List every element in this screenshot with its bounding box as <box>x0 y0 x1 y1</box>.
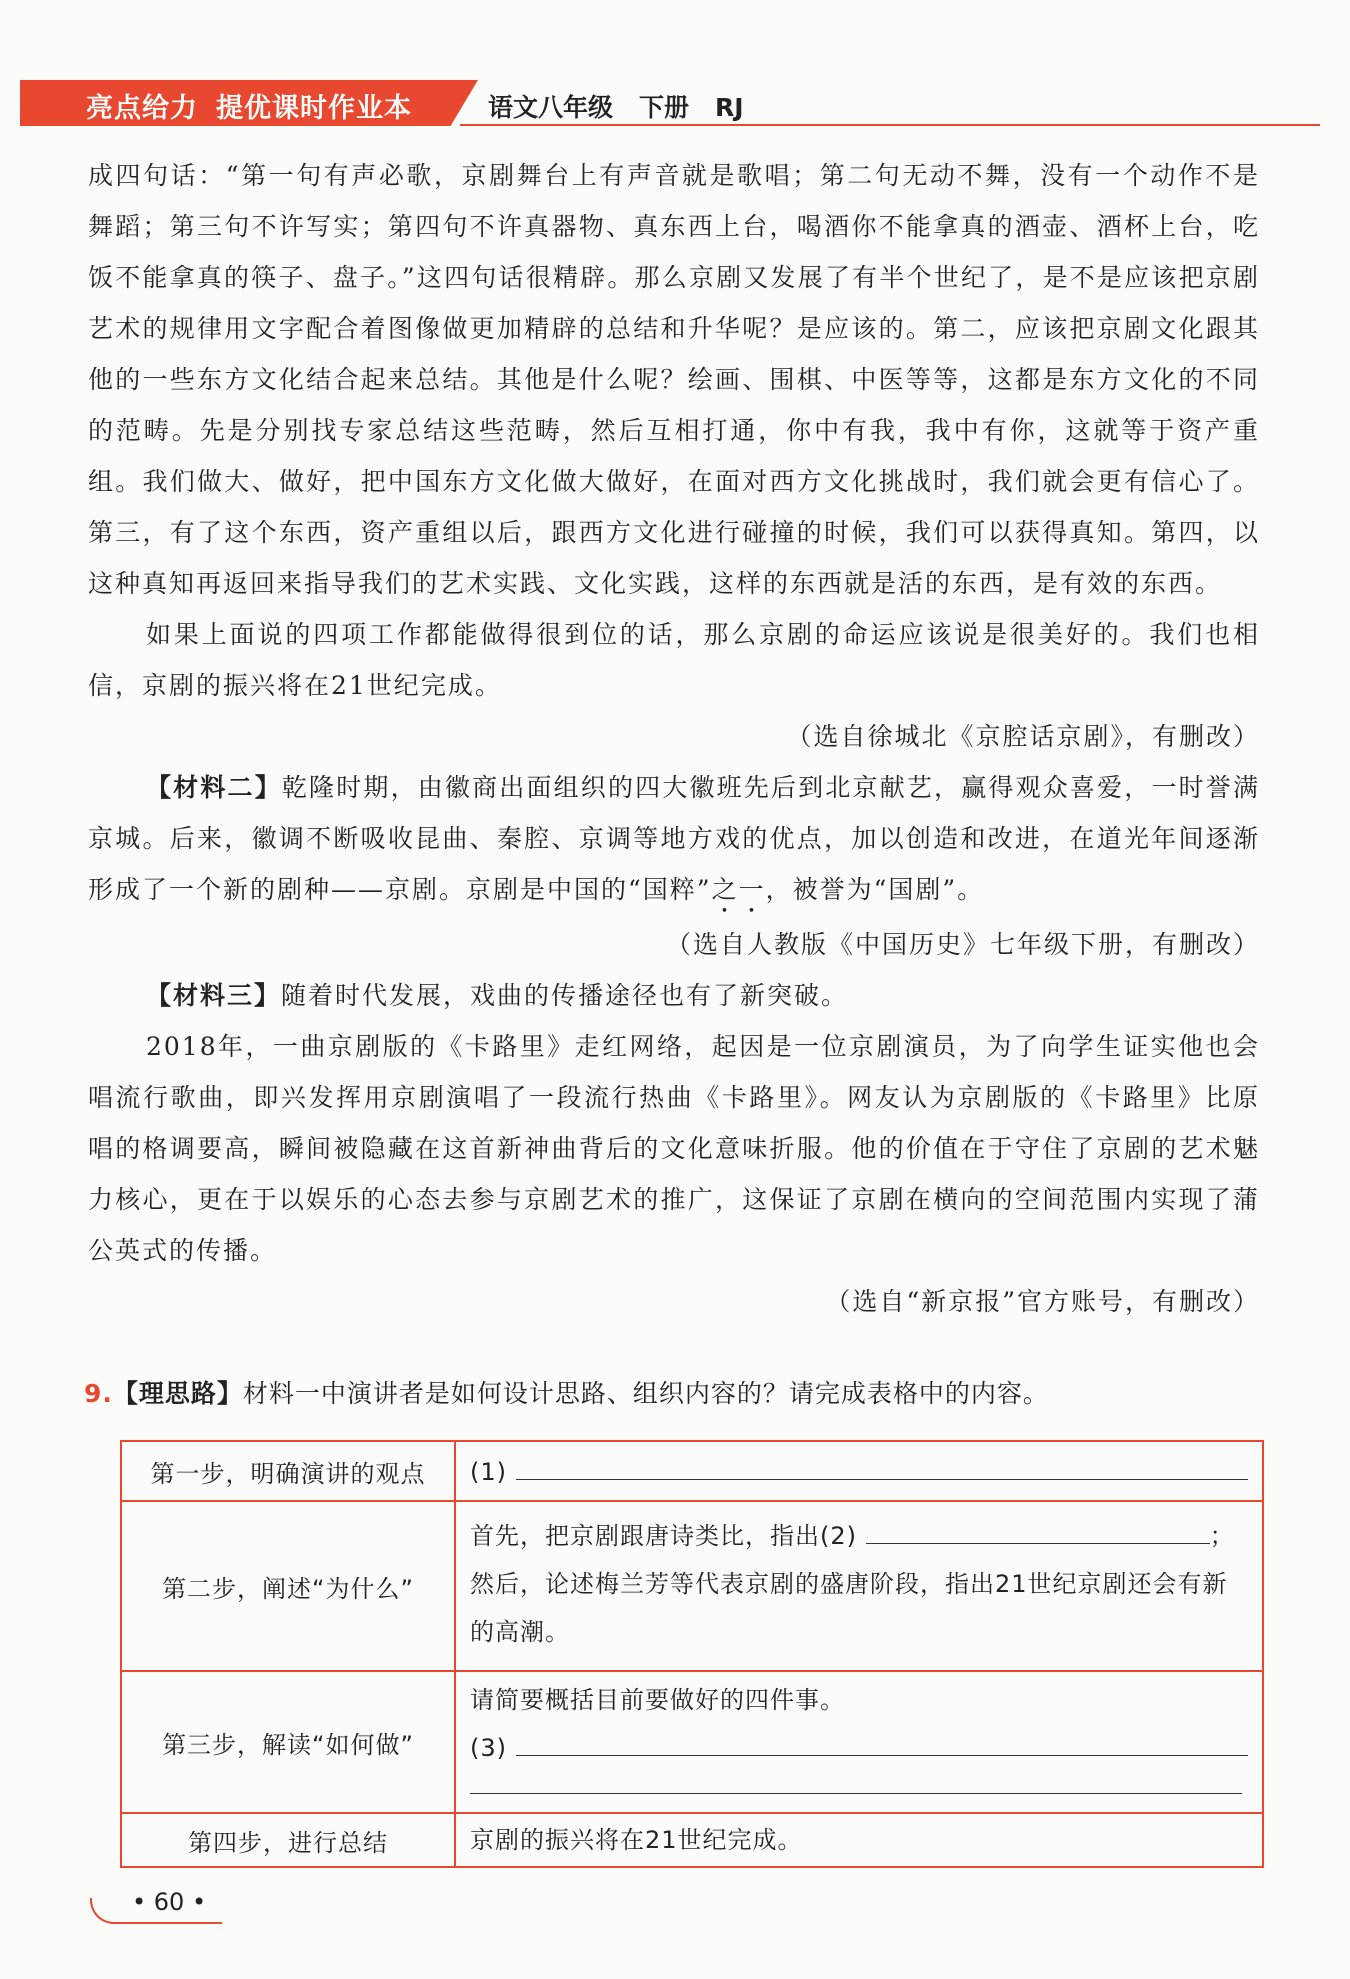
subject-grade: 语文八年级 <box>488 93 614 122</box>
header-rule <box>460 124 1320 126</box>
step-2-line-1 <box>470 1512 1248 1560</box>
material2-text-after: ，被誉为“国剧”。 <box>765 875 985 904</box>
step-3-label: 第三步，解读“如何做” <box>122 1672 456 1812</box>
material1-paragraph-2: 如果上面说的四项工作都能做得很到位的话，那么京剧的命运应该说是很美好的。我们也相信，京剧的振兴将在21世纪完成。 <box>88 620 1260 700</box>
material1-paragraph-1: 成四句话：“第一句有声必歌，京剧舞台上有声音就是歌唱；第二句无动不舞，没有一个动作不是舞蹈；第三句不许写实；第四句不许真器物、真东西上台，喝酒你不能拿真的酒壶、酒杯上台，吃饭不能拿真的筷子、盘子。”这四句话很精辟。那么京剧又发展了有半个世纪了，是不是应该把京剧艺术的规律用文字配合着图像做更加精辟的总结和升华呢？是应该的。第二，应该把京剧文化跟其他的一些东方文化结合起来总结。其他是什么呢？绘画、围棋、中医等等，这都是东方文化的不同的范畴。先是分别找专家总结这些范畴，然后互相打通，你中有我，我中有你，这就等于资产重组。我们做大、做好，把中国东方文化做大做好，在面对西方文化挑战时，我们就会更有信心了。第三，有了这个东西，资产重组以后，跟西方文化进行碰撞的时候，我们可以获得真知。第四，以这种真知再返回来指导我们的艺术实践、文化实践，这样的东西就是活的东西，是有效的东西。 <box>88 161 1260 598</box>
material3-source: （选自“新京报”官方账号，有删改） <box>825 1287 1260 1316</box>
brand-series: 提优课时作业本 <box>216 93 412 124</box>
material3-intro-text: 随着时代发展，戏曲的传播途径也有了新突破。 <box>281 981 849 1010</box>
step-2-content <box>456 1502 1262 1670</box>
header-brand <box>86 86 430 125</box>
answer-blank-1[interactable] <box>516 1450 1248 1480</box>
page-number-rule <box>120 1922 222 1924</box>
material3-paragraph: 2018年，一曲京剧版的《卡路里》走红网络，起因是一位京剧演员，为了向学生证实他也会唱流行歌曲，即兴发挥用京剧演唱了一段流行热曲《卡路里》。网友认为京剧版的《卡路里》比原唱的格调要高，瞬间被隐藏在这首新神曲背后的文化意味折服。他的价值在于守住了京剧的艺术魅力核心，更在于以娱乐的心态去参与京剧艺术的推广，这保证了京剧在横向的空间范围内实现了蒲公英式的传播。 <box>88 1032 1260 1265</box>
answer-blank-2[interactable] <box>866 1514 1210 1544</box>
material2-tag: 【材料二】 <box>146 773 282 802</box>
page-number-footer <box>90 1888 224 1922</box>
question-tag: 【理思路】 <box>112 1379 243 1408</box>
step-3-blank-line <box>470 1724 1248 1772</box>
subject-edition: RJ <box>715 93 744 122</box>
answer-blank-3[interactable] <box>516 1726 1248 1756</box>
step-1-label: 第一步，明确演讲的观点 <box>122 1442 456 1500</box>
brand-name: 亮点给力 <box>86 93 198 124</box>
blank-1-label: (1) <box>470 1458 507 1486</box>
question-text: 材料一中演讲者是如何设计思路、组织内容的？请完成表格中的内容。 <box>242 1379 1049 1408</box>
step-2-line-2: 然后，论述梅兰芳等代表京剧的盛唐阶段，指出21世纪京剧还会有新的高潮。 <box>470 1570 1228 1646</box>
material2-text-before: 乾隆时期，由徽商出面组织的四大徽班先后到北京献艺，赢得观众喜爱，一时誉满京城。后来，徽调不断吸收昆曲、秦腔、京调等地方戏的优点，加以创造和改进，在道光年间逐渐形成了一个新的剧种——京剧。京剧是中国的“国粹” <box>88 773 1260 904</box>
step-4-content: 京剧的振兴将在21世纪完成。 <box>470 1826 803 1854</box>
page-number-curve <box>90 1898 130 1924</box>
table-row <box>122 1442 1262 1500</box>
question-number: 9. <box>84 1379 113 1408</box>
material2-source: （选自人教版《中国历史》七年级下册，有删改） <box>665 930 1260 959</box>
header-subject <box>488 88 770 124</box>
page-header <box>20 80 1320 126</box>
material1-source: （选自徐城北《京腔话京剧》，有删改） <box>786 722 1260 751</box>
subject-volume: 下册 <box>639 93 690 122</box>
step-2-label: 第二步，阐述“为什么” <box>122 1502 456 1670</box>
step-2-first-text: 首先，把京剧跟唐诗类比，指出(2) <box>470 1522 857 1550</box>
table-row <box>122 1812 1262 1866</box>
material2-emphasis: 之一 <box>711 875 766 904</box>
material2-paragraph <box>88 762 1260 919</box>
step-1-content <box>456 1442 1262 1500</box>
step-4-label: 第四步，进行总结 <box>122 1814 456 1866</box>
material3-tag: 【材料三】 <box>146 981 282 1010</box>
step-3-content <box>456 1672 1262 1812</box>
step-2-semicolon: ； <box>1209 1522 1235 1550</box>
page-number: • 60 • <box>132 1888 207 1916</box>
blank-3-label: (3) <box>470 1734 507 1762</box>
reading-material <box>88 150 1260 1327</box>
table-row <box>122 1500 1262 1670</box>
answer-table <box>120 1440 1264 1868</box>
question-9 <box>84 1372 1264 1416</box>
step-3-prompt: 请简要概括目前要做好的四件事。 <box>470 1686 845 1714</box>
material3-intro <box>88 970 1260 1021</box>
answer-blank-3-extra[interactable] <box>470 1772 1242 1794</box>
table-row <box>122 1670 1262 1812</box>
